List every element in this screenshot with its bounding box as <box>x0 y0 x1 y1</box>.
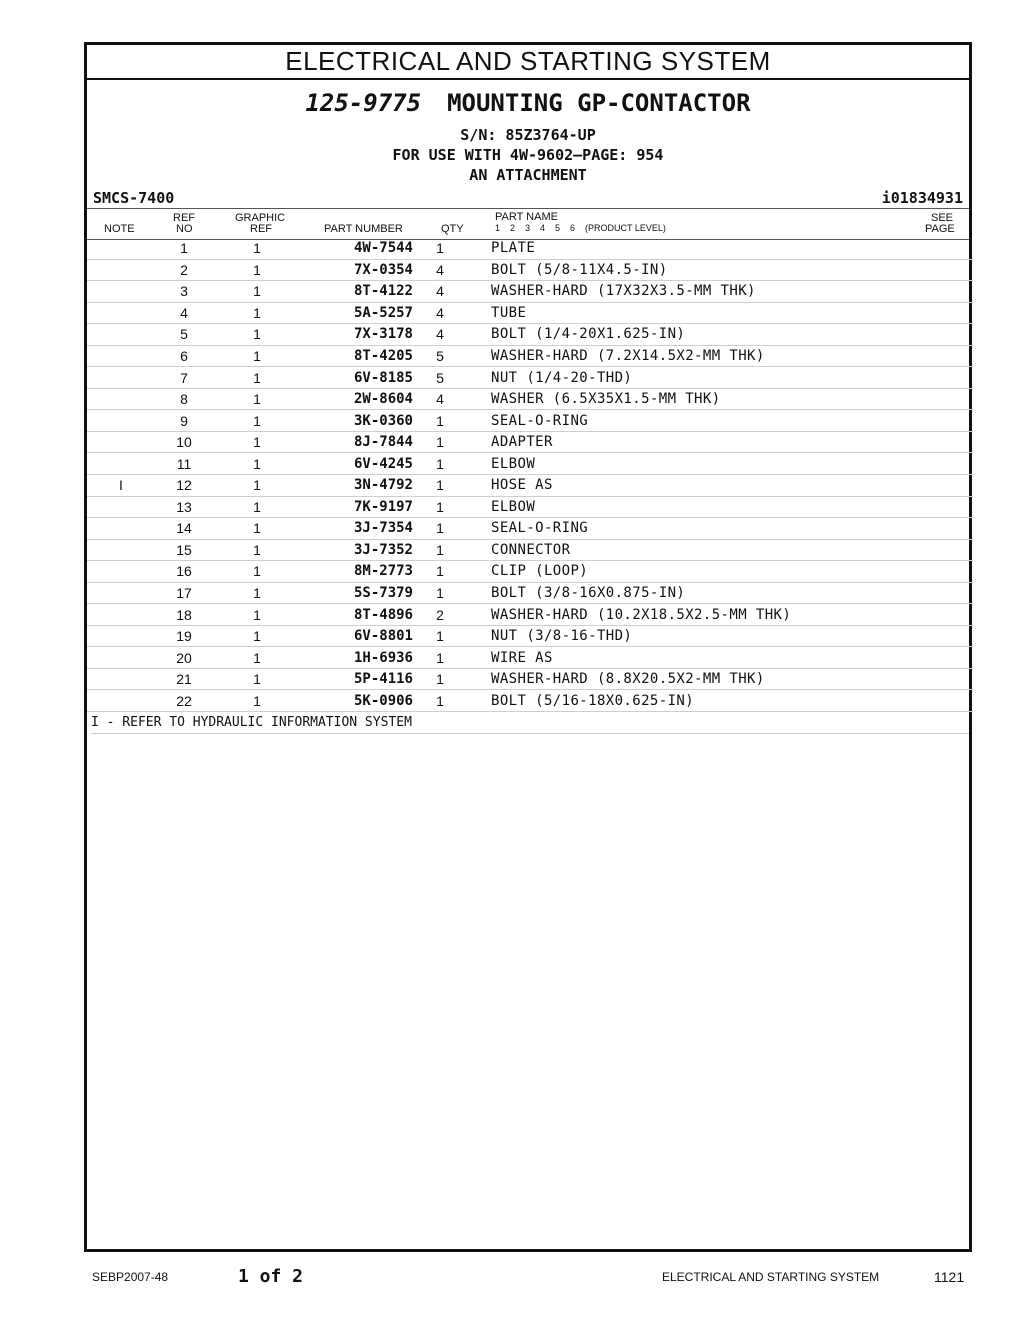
row-part-name: WIRE AS <box>491 647 913 669</box>
row-spacer <box>467 324 491 346</box>
row-spacer <box>467 647 491 669</box>
row-spacer <box>467 259 491 281</box>
row-ref-no: 20 <box>155 647 213 669</box>
parts-page-frame <box>84 42 972 1252</box>
table-row <box>87 453 973 475</box>
table-row <box>87 496 973 518</box>
row-spacer <box>467 475 491 497</box>
row-part-number: 8T-4896 <box>301 604 413 626</box>
row-note <box>87 625 155 647</box>
row-spacer <box>467 539 491 561</box>
row-see-page <box>913 582 973 604</box>
row-part-number: 8T-4205 <box>301 345 413 367</box>
row-graphic-ref: 1 <box>213 431 301 453</box>
row-note <box>87 561 155 583</box>
row-part-name: WASHER-HARD (8.8X20.5X2-MM THK) <box>491 668 913 690</box>
row-ref-no: 12 <box>155 475 213 497</box>
row-note <box>87 539 155 561</box>
row-graphic-ref: 1 <box>213 302 301 324</box>
row-part-number: 5A-5257 <box>301 302 413 324</box>
parts-table <box>87 238 973 712</box>
row-note <box>87 238 155 259</box>
row-part-number: 3K-0360 <box>301 410 413 432</box>
row-qty: 1 <box>413 561 467 583</box>
row-qty: 4 <box>413 324 467 346</box>
row-ref-no: 15 <box>155 539 213 561</box>
row-part-number: 2W-8604 <box>301 388 413 410</box>
row-part-name: WASHER-HARD (17X32X3.5-MM THK) <box>491 281 913 303</box>
row-note <box>87 647 155 669</box>
row-graphic-ref: 1 <box>213 388 301 410</box>
row-spacer <box>467 518 491 540</box>
row-spacer <box>467 388 491 410</box>
row-part-name: NUT (3/8-16-THD) <box>491 625 913 647</box>
row-see-page <box>913 604 973 626</box>
table-row <box>87 345 973 367</box>
group-name: MOUNTING GP-CONTACTOR <box>447 89 751 117</box>
row-ref-no: 9 <box>155 410 213 432</box>
row-note <box>87 259 155 281</box>
row-note <box>87 431 155 453</box>
row-note <box>87 453 155 475</box>
row-part-name: BOLT (5/16-18X0.625-IN) <box>491 690 913 712</box>
row-see-page <box>913 259 973 281</box>
col-product-levels: 1 2 3 4 5 6 (PRODUCT LEVEL) <box>495 223 666 233</box>
row-qty: 4 <box>413 302 467 324</box>
row-part-number: 6V-8185 <box>301 367 413 389</box>
row-ref-no: 11 <box>155 453 213 475</box>
row-qty: 1 <box>413 582 467 604</box>
row-part-number: 8M-2773 <box>301 561 413 583</box>
row-spacer <box>467 410 491 432</box>
row-note <box>87 281 155 303</box>
row-part-number: 1H-6936 <box>301 647 413 669</box>
row-note <box>87 668 155 690</box>
row-ref-no: 6 <box>155 345 213 367</box>
row-part-name: WASHER (6.5X35X1.5-MM THK) <box>491 388 913 410</box>
row-part-number: 8T-4122 <box>301 281 413 303</box>
row-ref-no: 1 <box>155 238 213 259</box>
row-ref-no: 17 <box>155 582 213 604</box>
footer-section: ELECTRICAL AND STARTING SYSTEM <box>662 1270 880 1284</box>
illustration-id: i01834931 <box>881 189 963 207</box>
row-spacer <box>467 281 491 303</box>
row-see-page <box>913 625 973 647</box>
row-see-page <box>913 539 973 561</box>
row-ref-no: 2 <box>155 259 213 281</box>
row-spacer <box>467 561 491 583</box>
col-ref-top: REF <box>173 212 195 224</box>
row-part-name: CLIP (LOOP) <box>491 561 913 583</box>
table-row <box>87 561 973 583</box>
row-ref-no: 22 <box>155 690 213 712</box>
row-graphic-ref: 1 <box>213 518 301 540</box>
row-part-number: 5S-7379 <box>301 582 413 604</box>
row-graphic-ref: 1 <box>213 475 301 497</box>
row-graphic-ref: 1 <box>213 625 301 647</box>
row-part-name: ELBOW <box>491 453 913 475</box>
row-see-page <box>913 345 973 367</box>
footnote: I - REFER TO HYDRAULIC INFORMATION SYSTEM <box>91 712 969 734</box>
row-qty: 1 <box>413 518 467 540</box>
row-see-page <box>913 281 973 303</box>
row-graphic-ref: 1 <box>213 496 301 518</box>
system-title: ELECTRICAL AND STARTING SYSTEM <box>87 45 969 80</box>
row-graphic-ref: 1 <box>213 539 301 561</box>
row-note <box>87 345 155 367</box>
row-graphic-ref: 1 <box>213 410 301 432</box>
row-ref-no: 13 <box>155 496 213 518</box>
table-row <box>87 647 973 669</box>
row-part-name: NUT (1/4-20-THD) <box>491 367 913 389</box>
table-row <box>87 367 973 389</box>
row-spacer <box>467 238 491 259</box>
row-qty: 5 <box>413 367 467 389</box>
row-ref-no: 8 <box>155 388 213 410</box>
table-row <box>87 259 973 281</box>
row-graphic-ref: 1 <box>213 453 301 475</box>
row-graphic-ref: 1 <box>213 668 301 690</box>
row-spacer <box>467 582 491 604</box>
row-spacer <box>467 367 491 389</box>
row-qty: 1 <box>413 668 467 690</box>
smcs-code: SMCS-7400 <box>93 189 175 207</box>
footer-page-number: 1121 <box>934 1269 965 1285</box>
table-row <box>87 690 973 712</box>
row-ref-no: 21 <box>155 668 213 690</box>
row-ref-no: 4 <box>155 302 213 324</box>
col-graphic-top: GRAPHIC <box>235 212 286 224</box>
table-row <box>87 302 973 324</box>
row-part-name: ADAPTER <box>491 431 913 453</box>
row-part-name: WASHER-HARD (10.2X18.5X2.5-MM THK) <box>491 604 913 626</box>
row-note <box>87 367 155 389</box>
row-spacer <box>467 668 491 690</box>
row-part-name: WASHER-HARD (7.2X14.5X2-MM THK) <box>491 345 913 367</box>
row-part-name: BOLT (1/4-20X1.625-IN) <box>491 324 913 346</box>
col-qty: QTY <box>441 223 464 235</box>
row-see-page <box>913 690 973 712</box>
row-see-page <box>913 475 973 497</box>
row-note <box>87 496 155 518</box>
row-note <box>87 582 155 604</box>
table-row <box>87 324 973 346</box>
table-row <box>87 625 973 647</box>
row-note <box>87 410 155 432</box>
row-spacer <box>467 302 491 324</box>
row-part-number: 3N-4792 <box>301 475 413 497</box>
row-note: I <box>87 475 155 497</box>
row-graphic-ref: 1 <box>213 345 301 367</box>
row-graphic-ref: 1 <box>213 690 301 712</box>
row-part-name: BOLT (3/8-16X0.875-IN) <box>491 582 913 604</box>
row-part-number: 5P-4116 <box>301 668 413 690</box>
row-see-page <box>913 647 973 669</box>
row-see-page <box>913 367 973 389</box>
row-ref-no: 14 <box>155 518 213 540</box>
row-part-name: CONNECTOR <box>491 539 913 561</box>
row-qty: 1 <box>413 496 467 518</box>
row-part-number: 7K-9197 <box>301 496 413 518</box>
row-qty: 1 <box>413 431 467 453</box>
row-see-page <box>913 388 973 410</box>
table-row <box>87 388 973 410</box>
row-note <box>87 324 155 346</box>
group-title <box>87 81 969 125</box>
row-note <box>87 690 155 712</box>
row-note <box>87 302 155 324</box>
table-row <box>87 281 973 303</box>
attachment-note: AN ATTACHMENT <box>469 166 587 184</box>
row-qty: 1 <box>413 410 467 432</box>
row-qty: 1 <box>413 539 467 561</box>
row-graphic-ref: 1 <box>213 647 301 669</box>
row-ref-no: 19 <box>155 625 213 647</box>
row-part-number: 4W-7544 <box>301 238 413 259</box>
col-part-number: PART NUMBER <box>324 223 403 235</box>
row-see-page <box>913 431 973 453</box>
row-note <box>87 604 155 626</box>
row-qty: 1 <box>413 690 467 712</box>
row-see-page <box>913 518 973 540</box>
code-line <box>93 188 963 208</box>
row-spacer <box>467 431 491 453</box>
table-row <box>87 668 973 690</box>
row-part-number: 3J-7352 <box>301 539 413 561</box>
row-qty: 4 <box>413 281 467 303</box>
row-qty: 1 <box>413 647 467 669</box>
row-ref-no: 10 <box>155 431 213 453</box>
row-graphic-ref: 1 <box>213 238 301 259</box>
row-ref-no: 18 <box>155 604 213 626</box>
table-row <box>87 410 973 432</box>
row-spacer <box>467 625 491 647</box>
row-ref-no: 7 <box>155 367 213 389</box>
row-spacer <box>467 496 491 518</box>
serial-number: S/N: 85Z3764-UP <box>460 126 596 144</box>
row-qty: 1 <box>413 625 467 647</box>
row-qty: 1 <box>413 475 467 497</box>
table-row <box>87 604 973 626</box>
row-qty: 2 <box>413 604 467 626</box>
row-part-name: SEAL-O-RING <box>491 410 913 432</box>
col-graphic-bottom: REF <box>250 223 272 235</box>
row-spacer <box>467 604 491 626</box>
row-see-page <box>913 561 973 583</box>
row-part-number: 7X-0354 <box>301 259 413 281</box>
row-see-page <box>913 668 973 690</box>
row-qty: 5 <box>413 345 467 367</box>
row-graphic-ref: 1 <box>213 259 301 281</box>
group-header <box>87 81 969 185</box>
row-graphic-ref: 1 <box>213 582 301 604</box>
use-with-note: FOR USE WITH 4W-9602—PAGE: 954 <box>392 146 664 164</box>
row-see-page <box>913 496 973 518</box>
row-note <box>87 388 155 410</box>
table-row <box>87 238 973 259</box>
row-part-number: 6V-8801 <box>301 625 413 647</box>
row-qty: 1 <box>413 453 467 475</box>
row-qty: 4 <box>413 259 467 281</box>
footer-page-of: 1 of 2 <box>238 1266 304 1287</box>
column-headers <box>87 208 969 240</box>
row-graphic-ref: 1 <box>213 281 301 303</box>
row-see-page <box>913 410 973 432</box>
row-part-number: 3J-7354 <box>301 518 413 540</box>
row-part-name: SEAL-O-RING <box>491 518 913 540</box>
row-part-number: 7X-3178 <box>301 324 413 346</box>
row-see-page <box>913 302 973 324</box>
col-see-bottom: PAGE <box>925 223 955 235</box>
row-part-number: 5K-0906 <box>301 690 413 712</box>
row-spacer <box>467 453 491 475</box>
row-see-page <box>913 324 973 346</box>
row-ref-no: 16 <box>155 561 213 583</box>
row-ref-no: 3 <box>155 281 213 303</box>
footer-doc-number: SEBP2007-48 <box>92 1270 169 1284</box>
col-note: NOTE <box>104 223 135 235</box>
row-ref-no: 5 <box>155 324 213 346</box>
row-spacer <box>467 345 491 367</box>
row-see-page <box>913 238 973 259</box>
table-row <box>87 539 973 561</box>
table-row <box>87 431 973 453</box>
row-qty: 1 <box>413 238 467 259</box>
row-part-number: 6V-4245 <box>301 453 413 475</box>
table-row <box>87 475 973 497</box>
row-spacer <box>467 690 491 712</box>
row-part-number: 8J-7844 <box>301 431 413 453</box>
row-part-name: HOSE AS <box>491 475 913 497</box>
col-see-top: SEE <box>931 212 954 224</box>
row-part-name: ELBOW <box>491 496 913 518</box>
row-part-name: PLATE <box>491 238 913 259</box>
table-row <box>87 518 973 540</box>
group-number: 125-9775 <box>305 89 422 117</box>
row-graphic-ref: 1 <box>213 604 301 626</box>
row-note <box>87 518 155 540</box>
row-graphic-ref: 1 <box>213 561 301 583</box>
row-graphic-ref: 1 <box>213 324 301 346</box>
col-ref-bottom: NO <box>176 223 193 235</box>
row-see-page <box>913 453 973 475</box>
row-graphic-ref: 1 <box>213 367 301 389</box>
col-part-name: PART NAME <box>495 211 558 223</box>
row-part-name: BOLT (5/8-11X4.5-IN) <box>491 259 913 281</box>
row-qty: 4 <box>413 388 467 410</box>
row-part-name: TUBE <box>491 302 913 324</box>
table-row <box>87 582 973 604</box>
